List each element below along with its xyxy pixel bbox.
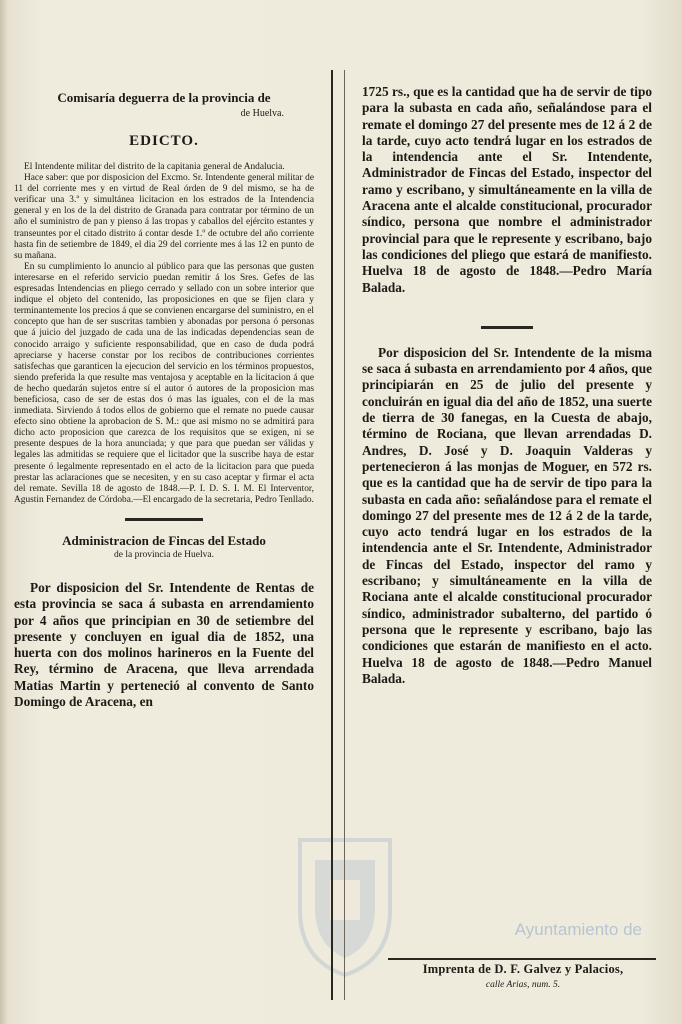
edicto-heading: EDICTO. xyxy=(129,133,199,149)
fincas-paragraph-continued: 1725 rs., que es la cantidad que ha de servir de tipo para la subasta en cada año, señalándose para el remate el domingo 27 del presente mes de 12 á 2 de la tarde, cuyo acto tendrá lugar en los estrados de la intendencia ante el Sr. Intendente, Administrador de Fincas del Estado, inspector del ramo y escribano, y simultáneamente en la villa de Aracena ante el alcalde constitucional, procurador síndico, persona que nombre el administrador provincial para que le represente y escribano, bajo las condiciones del pliego que estará de manifiesto. Huelva 18 de agosto de 1848.—Pedro María Balada. xyxy=(362,84,652,295)
comisaria-subheading: de Huelva. xyxy=(240,108,284,119)
fincas-heading: Administracion de Fincas del Estado xyxy=(62,532,266,548)
fincas-subheading: de la provincia de Huelva. xyxy=(114,549,214,560)
page-edge-shadow xyxy=(0,0,8,1024)
archive-watermark: Ayuntamiento de xyxy=(514,920,642,939)
column-divider xyxy=(331,70,333,1000)
section-separator xyxy=(481,326,533,329)
footer-rule xyxy=(388,958,656,960)
printer-imprint: Imprenta de D. F. Galvez y Palacios, xyxy=(422,962,624,976)
fincas-paragraph: Por disposicion del Sr. Intendente de Rentas de esta provincia se saca á subasta en arrendamiento por 4 años que principian en 30 de setiembre del presente y concluyen en igual dia de 1852, una huerta con dos molinos harineros en la Fuente del Rey, término de Aracena, que lleva arrendada Matias Martin y perteneció al convento de Santo Domingo de Aracena, en xyxy=(14,579,314,709)
printer-address: calle Arias, num. 5. xyxy=(485,980,561,990)
rociana-paragraph: Por disposicion del Sr. Intendente de la misma se saca á subasta en arrendamiento por 4 años, que principiarán en 25 de julio del presente y concluirán en igual dia del año de 1852, una suerte de tierra de 30 fanegas, en la Cuesta de abajo, término de Rociana, que llevan arrendadas D. Andres, D. José y D. Joaquin Valderas y pertenecieron á las monjas de Moguer, en 572 rs. que es la cantidad que ha de servir de tipo para la subasta en cada año: señalándose para el remate el domingo 27 del presente mes de 12 á 2 de la tarde, cuyo acto tendrá lugar en los estrados de la intendencia ante el Sr. Intendente, Administrador de Fincas del Estado, inspector del ramo y escribano; y simultáneamente en la villa de Rociana ante el alcalde constitucional procurador síndico, administrador subalterno, del partido ó persona que le represente y escribano, bajo las condiciones que estarán de manifiesto en el acto. Huelva 18 de agosto de 1848.—Pedro Manuel Balada. xyxy=(362,344,652,686)
edicto-body xyxy=(14,162,314,506)
seal-watermark xyxy=(290,820,400,980)
comisaria-heading: Comisaría deguerra de la provincia de xyxy=(57,90,271,105)
edicto-paragraph: En su cumplimiento lo anuncio al público para que las personas que gusten interesarse en el referido servicio puedan remitir á los Sres. Gefes de las espresadas Intendencias en pliego cerrado y sellado con un sobre interior que indique el objeto del contenido, las proposiciones en que se fijen clara y terminantemente los precios á que se convienen encargarse del suministro, en el concepto que han de ser suscritas tambien y abonadas por persona ó personas que á juicio del juzgado de cada una de las indicadas dependencias sean de conocido arraigo y suficiente responsabilidad, que en caso de duda podrá apreciarse y hacerse constar por los recibos de contribuciones corrientes satisfechas que garanticen la ejecucion del servicio en los términos propuestos, siendo preferida la que resulte mas ventajosa y aceptable en la licitacion á que de hecho quedarán sujetos entre sí el autor ó autores de la proposicion mas beneficiosa, caso de ser de estas dos ó mas las iguales, con el de la mas inmediata. Sirviendo á todos ellos de gobierno que el remate no puede causar efecto sino obtiene la aprobacion de S. M.: que asi mismo no se admitirá para dicho acto proposicion que carezca de los requisitos que se exigen, ni se presente despues de la hora anunciada; y que para que puedan ser válidas y legales las admitidas se requiere que el licitador que la suscribe haya de estar presente ó legalmente representado en el acto de la licitacion para que pueda prestar las aclaraciones que se necesiten, y en su caso aceptar y firmar el acta del remate. Sevilla 18 de agosto de 1848.—P. I. D. S. I. M. El Interventor, Agustin Fernandez de Córdoba.—El encargado de la secretaria, Pedro Tenllado. xyxy=(14,261,314,505)
column-divider-thin xyxy=(344,70,345,1000)
edicto-paragraph: Hace saber: que por disposicion del Excmo. Sr. Intendente general militar de 11 del corriente mes y en virtud de Real órden de 9 del mismo, se ha de verificar una 3.ª y simultánea licitacion en los estrados de la Intendencia general y en los de la del distrito de Granada para contratar por término de un año el suministro de pan y pienso á las tropas y caballos del ejército estantes y transeuntes por el citado distrito á contar desde 1.º de octubre del año corriente hasta fin de setiembre de 1849, el dia 29 del corriente mes á las 12 en punto de su mañana. xyxy=(14,173,314,261)
section-separator xyxy=(125,518,203,521)
right-column xyxy=(362,84,652,687)
edicto-paragraph: El Intendente militar del distrito de la capitania general de Andalucia. xyxy=(24,162,285,172)
left-column xyxy=(14,90,314,710)
